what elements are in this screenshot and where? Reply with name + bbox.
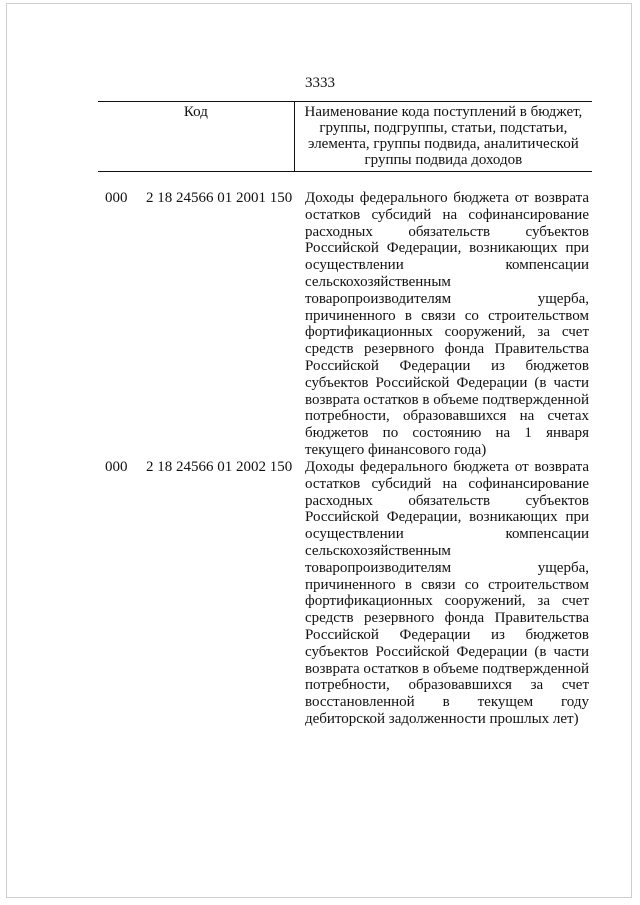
revenue-code: 2 18 24566 01 2002 150 (146, 459, 293, 475)
admin-code: 000 (105, 190, 128, 206)
page-number: 3333 (305, 75, 335, 91)
column-header-name: Наименование кода поступлений в бюджет, группы, подгруппы, статьи, подстатьи, элемента, группы подвида, аналитической группы подвида доходов (294, 102, 592, 172)
table-header-row (98, 102, 592, 172)
admin-code: 000 (105, 459, 128, 475)
column-header-code: Код (98, 102, 294, 172)
revenue-description: Доходы федерального бюджета от возврата остатков субсидий на софинансирование расходных обязательств субъектов Российской Федерации, возникающих при осуществлении компенсации сельскохозяйственным товаропроизводителям ущерба, причиненного в связи со строительством фортификационных сооружений, за счет средств резервного фонда Правительства Российской Федерации из бюджетов субъектов Российской Федерации (в части возврата остатков в объеме подтвержденной потребности, образовавшихся за счет восстановленной в текущем году дебиторской задолженности прошлых лет) (305, 459, 589, 727)
table-header (98, 101, 592, 172)
revenue-description: Доходы федерального бюджета от возврата остатков субсидий на софинансирование расходных обязательств субъектов Российской Федерации, возникающих при осуществлении компенсации сельскохозяйственным товаропроизводителям ущерба, причиненного в связи со строительством фортификационных сооружений, за счет средств резервного фонда Правительства Российской Федерации из бюджетов субъектов Российской Федерации (в части возврата остатков в объеме подтвержденной потребности, образовавшихся на счетах бюджетов по состоянию на 1 января текущего финансового года) (305, 190, 589, 458)
revenue-code: 2 18 24566 01 2001 150 (146, 190, 293, 206)
